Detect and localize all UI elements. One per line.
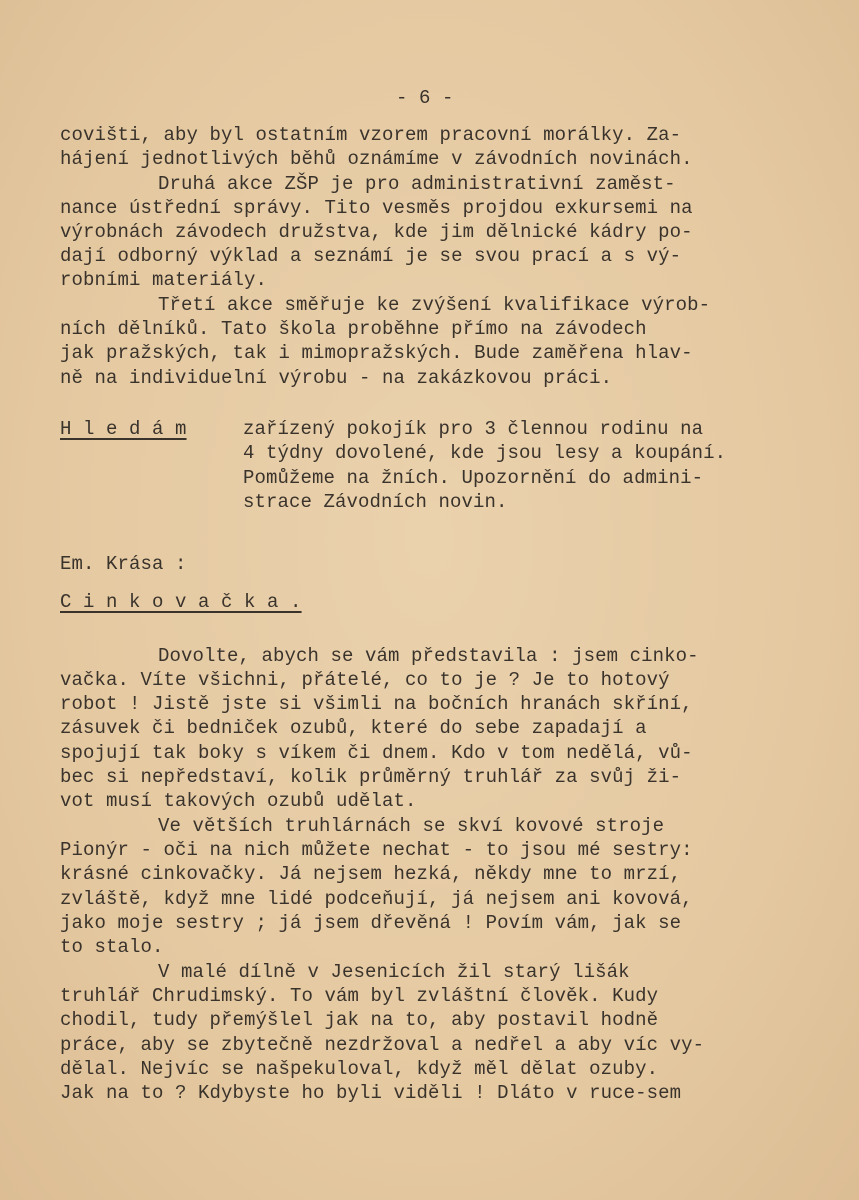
- author-name: Em. Krása :: [60, 553, 187, 575]
- text-line: bec si nepředstaví, kolik průměrný truhlář za svůj ži-: [60, 766, 682, 788]
- text-line: dají odborný výklad a seznámí je se svou prací a s vý-: [60, 245, 682, 267]
- ad-heading: H l e d á m: [60, 418, 187, 440]
- ad-text-line: strace Závodních novin.: [243, 491, 508, 513]
- ad-text-line: Pomůžeme na žních. Upozornění do admini-: [243, 467, 704, 489]
- text-line: hájení jednotlivých běhů oznámíme v závodních novinách.: [60, 148, 693, 170]
- text-line: ních dělníků. Tato škola proběhne přímo na závodech: [60, 318, 647, 340]
- text-line: ně na individuelní výrobu - na zakázkovou práci.: [60, 367, 613, 389]
- text-line: truhlář Chrudimský. To vám byl zvláštní člověk. Kudy: [60, 985, 659, 1007]
- page-number: - 6 -: [396, 87, 454, 109]
- text-line: jak pražských, tak i mimopražských. Bude zaměřena hlav-: [60, 342, 693, 364]
- text-line: Pionýr - oči na nich můžete nechat - to jsou mé sestry:: [60, 839, 693, 861]
- text-line: krásné cinkovačky. Já nejsem hezká, někdy mne to mrzí,: [60, 863, 682, 885]
- text-line: výrobnách závodech družstva, kde jim dělnické kádry po-: [60, 221, 693, 243]
- ad-text-line: zařízený pokojík pro 3 člennou rodinu na: [243, 418, 704, 440]
- text-line: covišti, aby byl ostatním vzorem pracovní morálky. Za-: [60, 124, 682, 146]
- text-line: dělal. Nejvíc se našpekuloval, když měl dělat ozuby.: [60, 1058, 659, 1080]
- text-line: Dovolte, abych se vám představila : jsem cinko-: [158, 645, 699, 667]
- text-line: spojují tak boky s víkem či dnem. Kdo v tom nedělá, vů-: [60, 742, 693, 764]
- text-line: práce, aby se zbytečně nezdržoval a nedřel a aby víc vy-: [60, 1034, 705, 1056]
- ad-text-line: 4 týdny dovolené, kde jsou lesy a koupání.: [243, 442, 727, 464]
- text-line: Druhá akce ZŠP je pro administrativní zaměst-: [158, 173, 676, 195]
- text-line: robními materiály.: [60, 269, 268, 291]
- text-line: Jak na to ? Kdybyste ho byli viděli ! Dláto v ruce-sem: [60, 1082, 682, 1104]
- text-line: chodil, tudy přemýšlel jak na to, aby postavil hodně: [60, 1009, 659, 1031]
- text-line: vačka. Víte všichni, přátelé, co to je ? Je to hotový: [60, 669, 670, 691]
- text-line: V malé dílně v Jesenicích žil starý lišák: [158, 961, 630, 983]
- text-line: zásuvek či bedniček ozubů, které do sebe zapadají a: [60, 717, 647, 739]
- text-line: robot ! Jistě jste si všimli na bočních hranách skříní,: [60, 693, 693, 715]
- article-title: C i n k o v a č k a .: [60, 591, 302, 613]
- text-line: to stalo.: [60, 936, 164, 958]
- text-line: nance ústřední správy. Tito vesměs projdou exkursemi na: [60, 197, 693, 219]
- text-line: Třetí akce směřuje ke zvýšení kvalifikace výrob-: [158, 294, 711, 316]
- text-line: vot musí takových ozubů udělat.: [60, 790, 417, 812]
- text-line: Ve větších truhlárnách se skví kovové stroje: [158, 815, 665, 837]
- text-line: jako moje sestry ; já jsem dřevěná ! Povím vám, jak se: [60, 912, 682, 934]
- text-line: zvláště, když mne lidé podceňují, já nejsem ani kovová,: [60, 888, 693, 910]
